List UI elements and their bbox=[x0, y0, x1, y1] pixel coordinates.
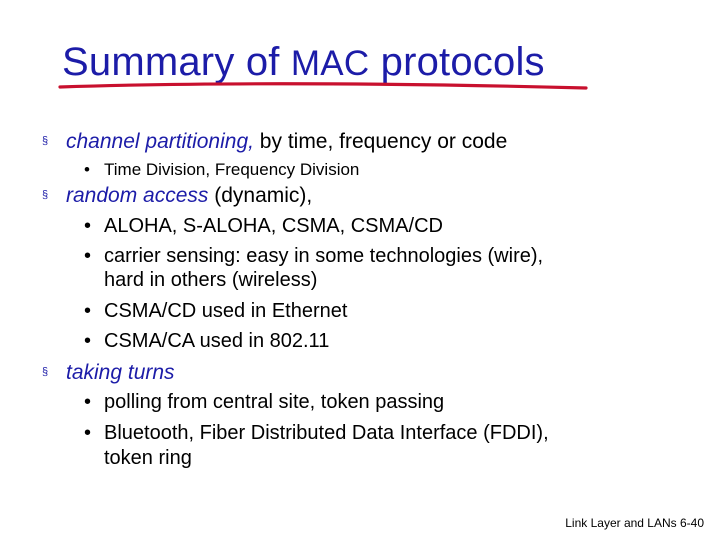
title-part-3: protocols bbox=[369, 40, 545, 84]
sub-bullet-marker-icon: • bbox=[84, 300, 92, 322]
bullet-text: (dynamic), bbox=[208, 184, 313, 207]
sub-bullet-marker-icon: • bbox=[84, 391, 92, 413]
sub-bullet-text: carrier sensing: easy in some technologies (wire), bbox=[104, 245, 544, 267]
sub-bullet-text: token ring bbox=[104, 447, 192, 469]
sub-bullet-text: polling from central site, token passing bbox=[104, 391, 445, 413]
sub-bullet-text: hard in others (wireless) bbox=[104, 269, 318, 291]
sub-bullet-marker-icon: • bbox=[84, 330, 92, 352]
bullet-emphasis: random access bbox=[66, 184, 209, 207]
bullet-emphasis: taking turns bbox=[66, 361, 175, 384]
sub-bullet-text: Bluetooth, Fiber Distributed Data Interface (FDDI), bbox=[104, 422, 549, 444]
title-part-1: Summary of bbox=[62, 40, 291, 84]
sub-bullet-text: Time Division, Frequency Division bbox=[104, 160, 360, 179]
bullet-marker-icon: § bbox=[42, 135, 49, 147]
bullet-emphasis: channel partitioning, bbox=[66, 130, 254, 153]
sub-bullet-text: ALOHA, S-ALOHA, CSMA, CSMA/CD bbox=[104, 215, 443, 237]
bullet-text: by time, frequency or code bbox=[253, 130, 508, 153]
title-part-2: MAC bbox=[290, 44, 370, 83]
sub-bullet-marker-icon: • bbox=[84, 215, 92, 237]
bullet-marker-icon: § bbox=[42, 189, 49, 201]
sub-bullet-marker-icon: • bbox=[84, 160, 90, 179]
sub-bullet-marker-icon: • bbox=[84, 245, 92, 267]
sub-bullet-text: CSMA/CD used in Ethernet bbox=[104, 300, 348, 322]
bullet-marker-icon: § bbox=[42, 366, 49, 378]
slide-footer: Link Layer and LANs 6-40 bbox=[565, 516, 704, 530]
sub-bullet-marker-icon: • bbox=[84, 422, 92, 444]
sub-bullet-text: CSMA/CA used in 802.11 bbox=[104, 330, 330, 352]
